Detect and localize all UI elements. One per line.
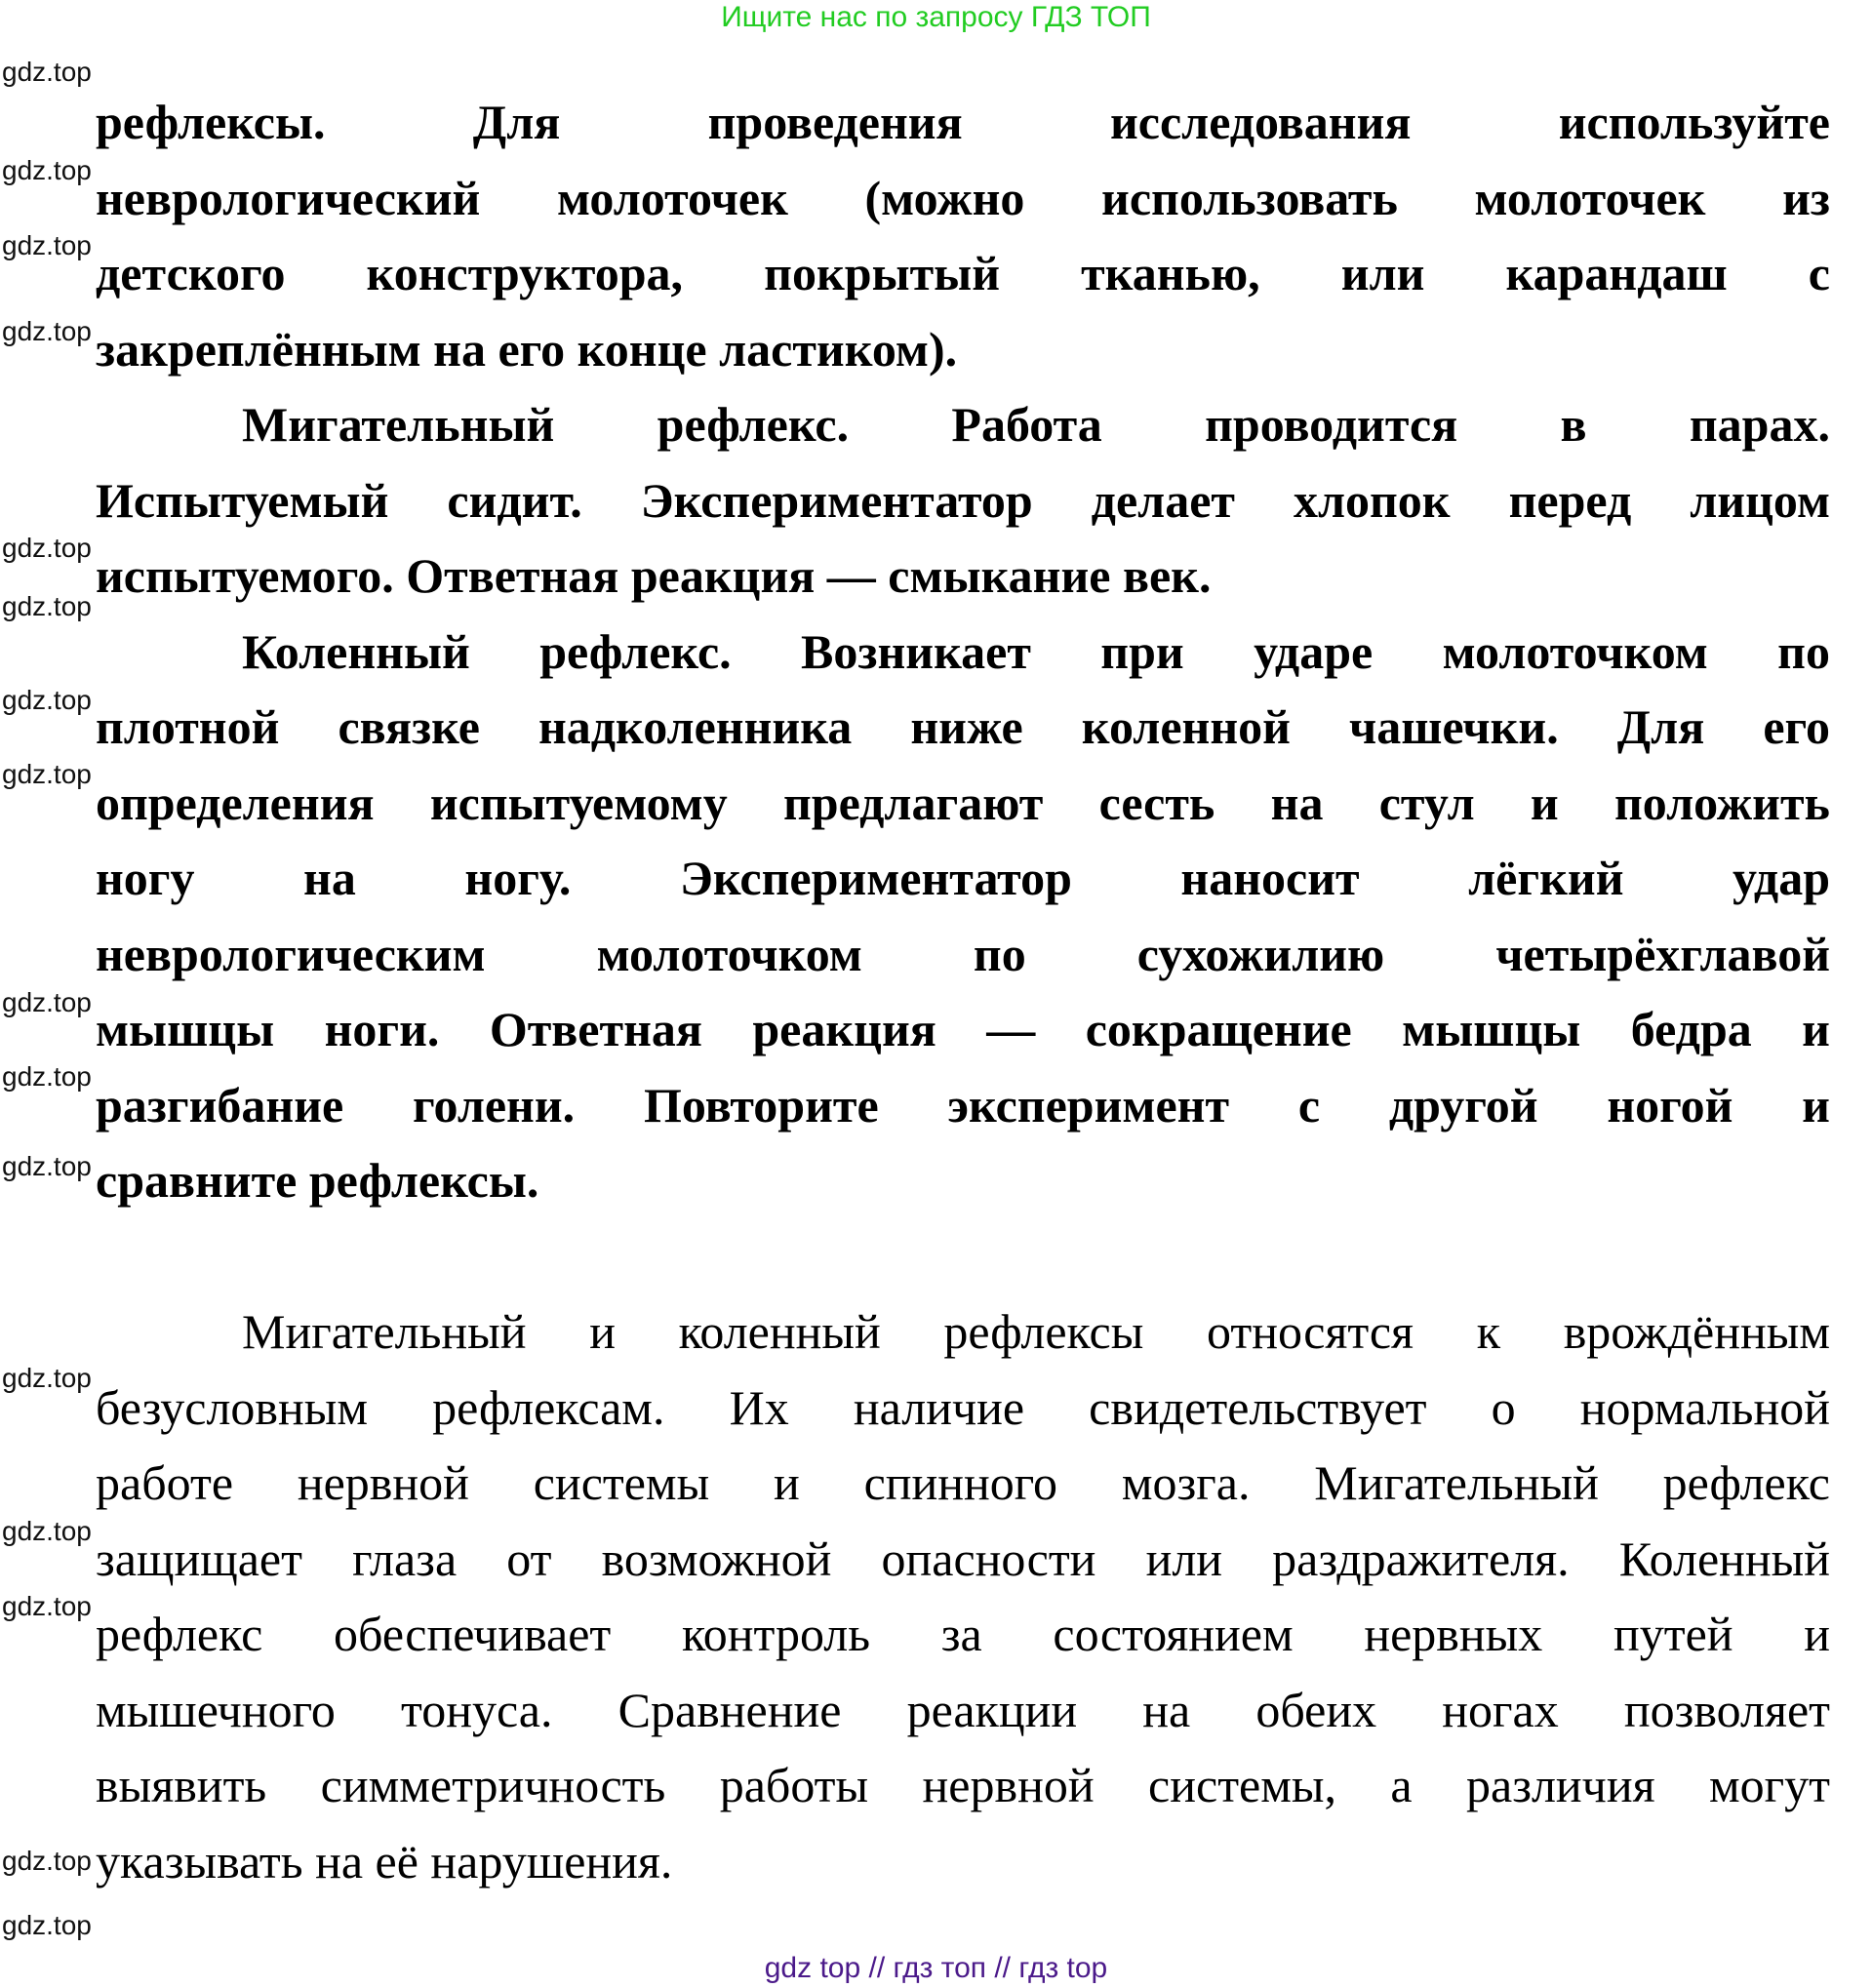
answer-line: работе нервной системы и спинного мозга. Мигательный рефлекс — [96, 1455, 1830, 1510]
task-line: разгибание голени. Повторите эксперимент с другой ногой и — [96, 1077, 1830, 1133]
watermark: gdz.top — [2, 1516, 92, 1546]
watermark: gdz.top — [2, 1591, 92, 1621]
answer-line: защищает глаза от возможной опасности или раздражителя. Коленный — [96, 1531, 1830, 1586]
watermark: gdz.top — [2, 685, 92, 715]
answer-line: выявить симметричность работы нервной системы, а различия могут — [96, 1758, 1830, 1812]
watermark: gdz.top — [2, 1910, 92, 1940]
task-line: ногу на ногу. Экспериментатор наносит лёгкий удар — [96, 851, 1830, 905]
watermark: gdz.top — [2, 1151, 92, 1181]
task-line: неврологическим молоточком по сухожилию четырёхглавой — [96, 926, 1830, 981]
task-line: рефлексы. Для проведения исследования используйте — [96, 95, 1830, 149]
watermark: gdz.top — [2, 591, 92, 621]
answer-line: указывать на её нарушения. — [96, 1833, 673, 1889]
task-line: детского конструктора, покрытый тканью, или карандаш с — [96, 246, 1830, 300]
task-text — [96, 94, 1830, 1228]
watermark: gdz.top — [2, 987, 92, 1017]
watermark: gdz.top — [2, 57, 92, 87]
task-line: мышцы ноги. Ответная реакция — сокращение мышцы бедра и — [96, 1002, 1830, 1056]
watermark: gdz.top — [2, 230, 92, 260]
search-banner: Ищите нас по запросу ГДЗ ТОП — [721, 1, 1151, 33]
footer-links[interactable]: gdz top // гдз топ // гдз top — [764, 1952, 1108, 1984]
answer-line: мышечного тонуса. Сравнение реакции на обеих ногах позволяет — [96, 1682, 1830, 1737]
watermark: gdz.top — [2, 533, 92, 563]
task-line: закреплённым на его конце ластиком). — [96, 321, 958, 377]
answer-line: рефлекс обеспечивает контроль за состоянием нервных путей и — [96, 1607, 1830, 1661]
task-line: Испытуемый сидит. Экспериментатор делает хлопок перед лицом — [96, 472, 1830, 528]
task-line: испытуемого. Ответная реакция — смыкание век. — [96, 548, 1212, 603]
answer-line: безусловным рефлексам. Их наличие свидетельствует о нормальной — [96, 1379, 1830, 1435]
watermark: gdz.top — [2, 1061, 92, 1092]
task-line: Мигательный рефлекс. Работа проводится в парах. — [242, 397, 1830, 452]
task-line: неврологический молоточек (можно использовать молоточек из — [96, 170, 1830, 225]
task-line: плотной связке надколенника ниже коленной чашечки. Для его — [96, 699, 1830, 754]
answer-line: Мигательный и коленный рефлексы относятся к врождённым — [242, 1304, 1830, 1359]
watermark: gdz.top — [2, 1363, 92, 1393]
watermark: gdz.top — [2, 1846, 92, 1876]
watermark: gdz.top — [2, 155, 92, 185]
task-line: сравните рефлексы. — [96, 1153, 539, 1208]
watermark: gdz.top — [2, 759, 92, 789]
answer-text — [96, 1303, 1830, 1908]
watermark: gdz.top — [2, 316, 92, 346]
task-line: определения испытуемому предлагают сесть на стул и положить — [96, 775, 1830, 830]
task-line: Коленный рефлекс. Возникает при ударе молоточком по — [242, 623, 1830, 679]
